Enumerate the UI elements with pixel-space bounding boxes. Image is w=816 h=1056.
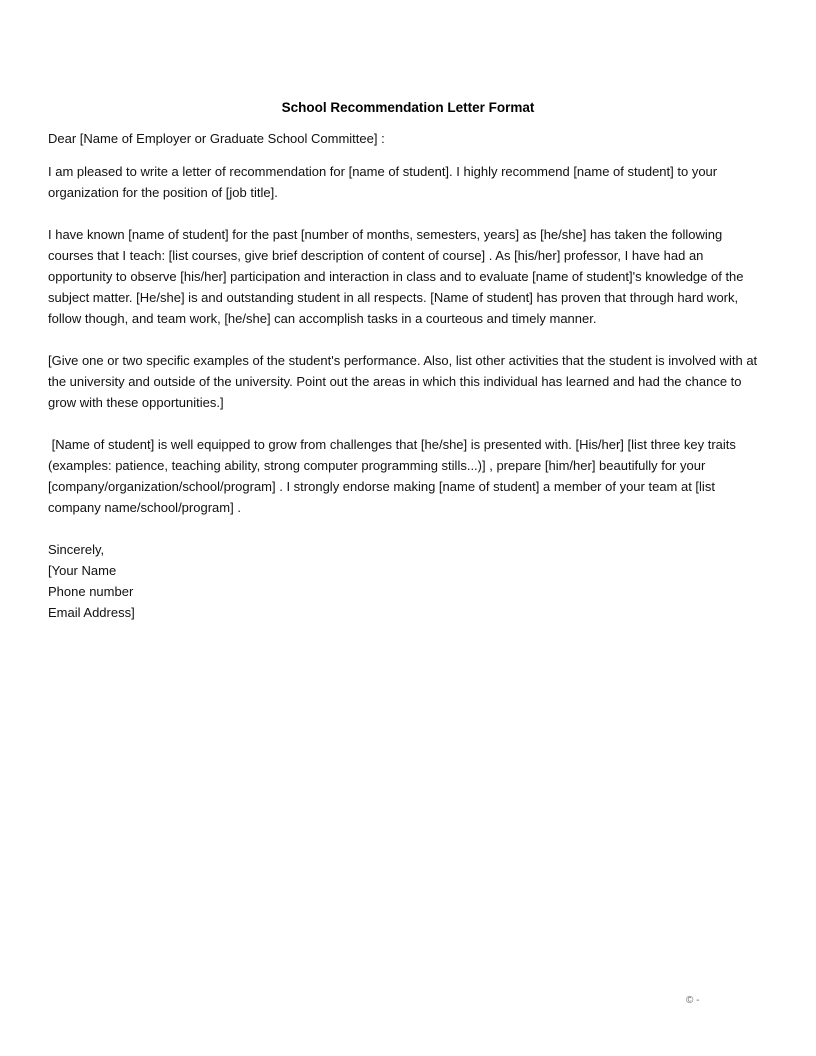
closing-block xyxy=(48,539,764,623)
signer-name: [Your Name xyxy=(48,563,117,578)
signer-email: Email Address] xyxy=(48,605,135,620)
paragraph-intro: I am pleased to write a letter of recommendation for [name of student]. I highly recommend [name of student] to your organization for the position of [job title]. xyxy=(48,164,718,200)
paragraph-courses: I have known [name of student] for the past [number of months, semesters, years] as [he/she] has taken the following courses that I teach: [list courses, give brief description of content of course] . As [his/her] professor, I have had an opportunity to observe [his/her] participation and interaction in class and to evaluate [name of student]'s knowledge of the subject matter. [He/she] is and outstanding student in all respects. [Name of student] has proven that through hard work, follow though, and team work, [he/she] can accomplish tasks in a courteous and timely manner. xyxy=(48,227,744,326)
sign-off: Sincerely, xyxy=(48,542,105,557)
paragraph-endorsement: [Name of student] is well equipped to grow from challenges that [he/she] is presented with. [His/her] [list three key traits (examples: patience, teaching ability, strong computer programming stills...)] , prepare [him/her] beautifully for your [company/organization/school/program] . I strongly endorse making [name of student] a member of your team at [list company name/school/program] . xyxy=(48,437,740,515)
paragraph-examples: [Give one or two specific examples of the student's performance. Also, list other activities that the student is involved with at the university and outside of the university. Point out the areas in which this individual has learned and had the chance to grow with these opportunities.] xyxy=(48,353,758,410)
document-title: School Recommendation Letter Format xyxy=(281,100,535,115)
salutation: Dear [Name of Employer or Graduate School Committee] : xyxy=(48,131,385,146)
footer-mark: © - xyxy=(686,995,700,1006)
signer-phone: Phone number xyxy=(48,584,134,599)
